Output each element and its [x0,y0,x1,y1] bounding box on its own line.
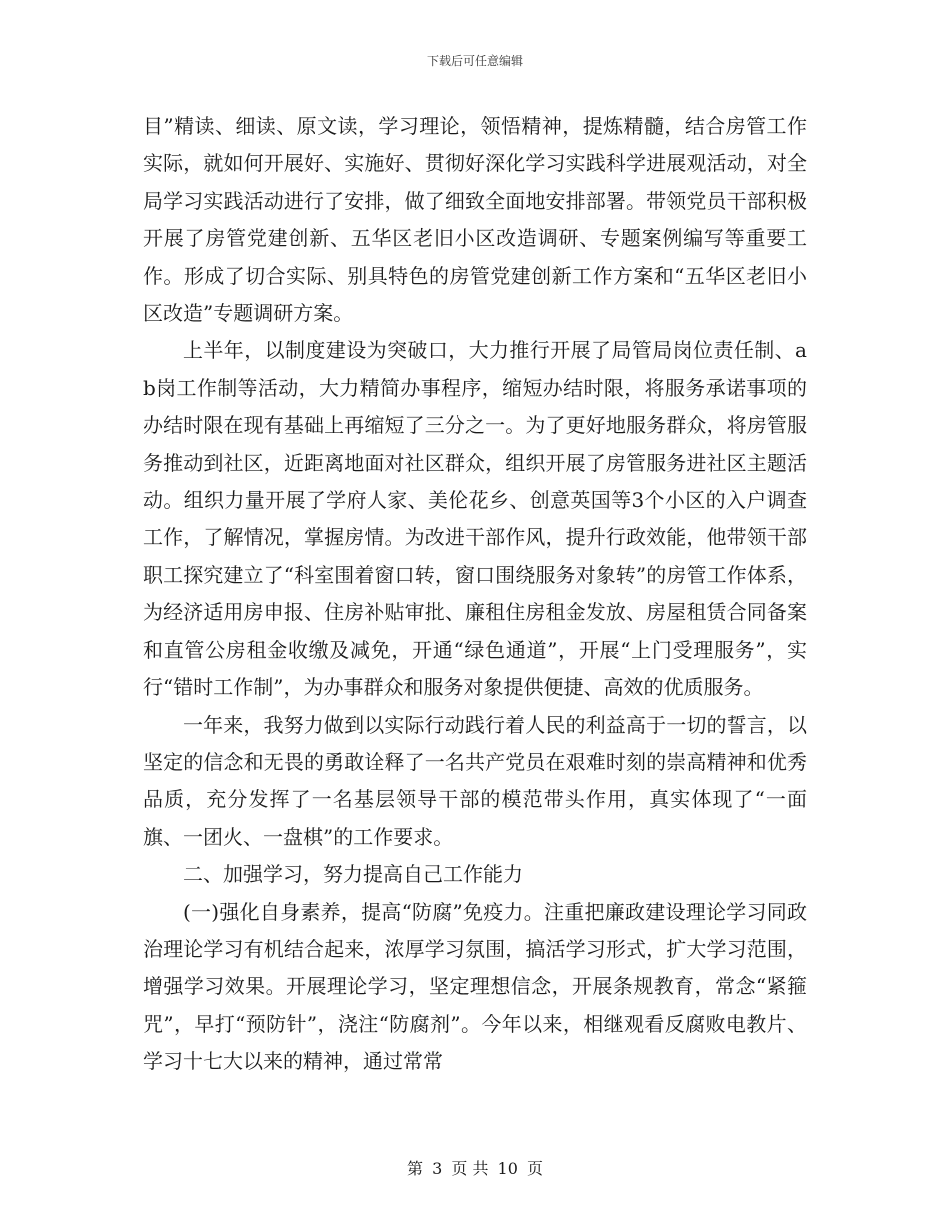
paragraph: (一)强化自身素养，提高“防腐”免疫力。注重把廉政建设理论学习同政治理论学习有机结合起来，浓厚学习氛围，搞活学习形式，扩大学习范围，增强学习效果。开展理论学习，坚定理想信念，开展条规教育，常念“紧箍咒”，早打“预防针”，浇注“防腐剂”。今年以来，相继观看反腐败电教片、学习十七大以来的精神，通过常常 [143,899,807,1074]
page-header [0,52,950,69]
paragraph: 上半年，以制度建设为突破口，大力推行开展了局管局岗位责任制、ab岗工作制等活动，大力精简办事程序，缩短办结时限，将服务承诺事项的办结时限在现有基础上再缩短了三分之一。为了更好地服务群众，将房管服务推动到社区，近距离地面对社区群众，组织开展了房管服务进社区主题活动。组织力量开展了学府人家、美伦花乡、创意英国等3个小区的入户调查工作，了解情况，掌握房情。为改进干部作风，提升行政效能，他带领干部职工探究建立了“科室围着窗口转，窗口围绕服务对象转”的房管工作体系，为经济适用房申报、住房补贴审批、廉租住房租金发放、房屋租赁合同备案和直管公房租金收缴及减免，开通“绿色通道”，开展“上门受理服务”，实行“错时工作制”，为办事群众和服务对象提供便捷、高效的优质服务。 [143,338,807,700]
paragraph: 目”精读、细读、原文读，学习理论，领悟精神，提炼精髓，结合房管工作实际，就如何开展好、实施好、贯彻好深化学习实践科学进展观活动，对全局学习实践活动进行了安排，做了细致全面地安排部署。带领党员干部积极开展了房管党建创新、五华区老旧小区改造调研、专题案例编写等重要工作。形成了切合实际、别具特色的房管党建创新工作方案和“五华区老旧小区改造”专题调研方案。 [143,114,807,326]
page-footer [0,1156,950,1179]
page-label-prefix: 第 [406,1159,423,1178]
paragraph: 一年来，我努力做到以实际行动践行着人民的利益高于一切的誓言，以坚定的信念和无畏的勇敢诠释了一名共产党员在艰难时刻的崇高精神和优秀品质，充分发挥了一名基层领导干部的模范带头作用，真实体现了“一面旗、一团火、一盘棋”的工作要求。 [143,712,807,849]
document-body [143,108,807,1081]
page-label-mid: 页 共 [451,1159,489,1178]
current-page-number: 3 [432,1159,443,1178]
header-text: 下载后可任意编辑 [426,54,523,68]
section-heading: 二、加强学习，努力提高自己工作能力 [183,862,523,887]
total-pages-number: 10 [497,1159,518,1178]
page-label-suffix: 页 [527,1159,544,1178]
